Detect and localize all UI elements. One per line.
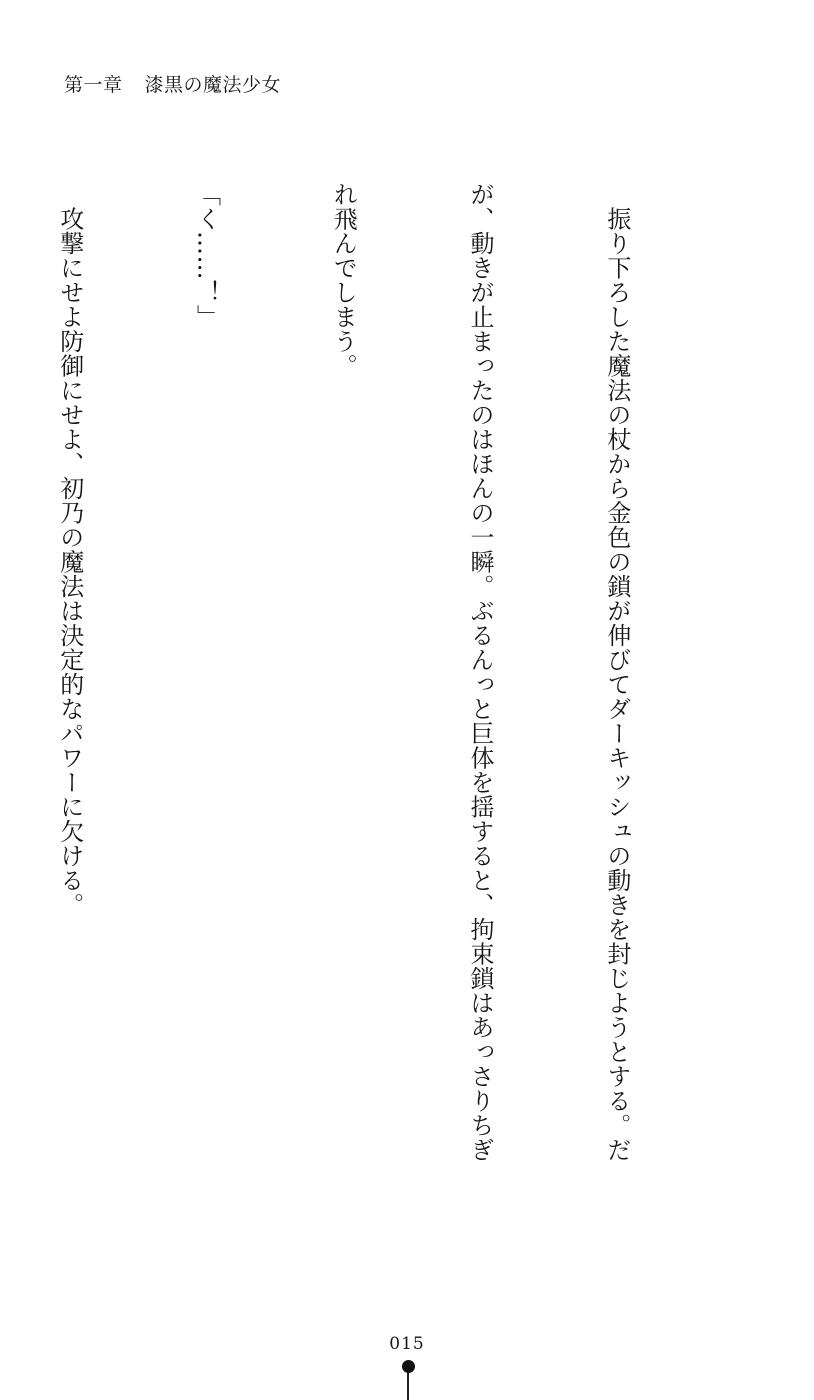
text-line: 「く……！」 — [192, 182, 221, 329]
body-text — [0, 182, 730, 1162]
folio-divider — [407, 1372, 409, 1400]
text-line: が、動きが止まったのはほんの一瞬。ぶるんっと巨体を揺すると、拘束鎖はあっさりちぎ — [466, 182, 495, 1162]
text-line: 攻撃にせよ防御にせよ、初乃の魔法は決定的なパワーに欠ける。 — [55, 182, 84, 917]
chapter-label: 第一章 — [64, 74, 123, 96]
text-line: 振り下ろした魔法の杖から金色の鎖が伸びてダーキッシュの動きを封じようとする。だ — [602, 182, 631, 1162]
page-number: 015 — [389, 1334, 425, 1354]
chapter-title: 漆黒の魔法少女 — [144, 74, 282, 96]
text-line: れ飛んでしまう。 — [329, 182, 358, 378]
running-head — [64, 70, 281, 97]
